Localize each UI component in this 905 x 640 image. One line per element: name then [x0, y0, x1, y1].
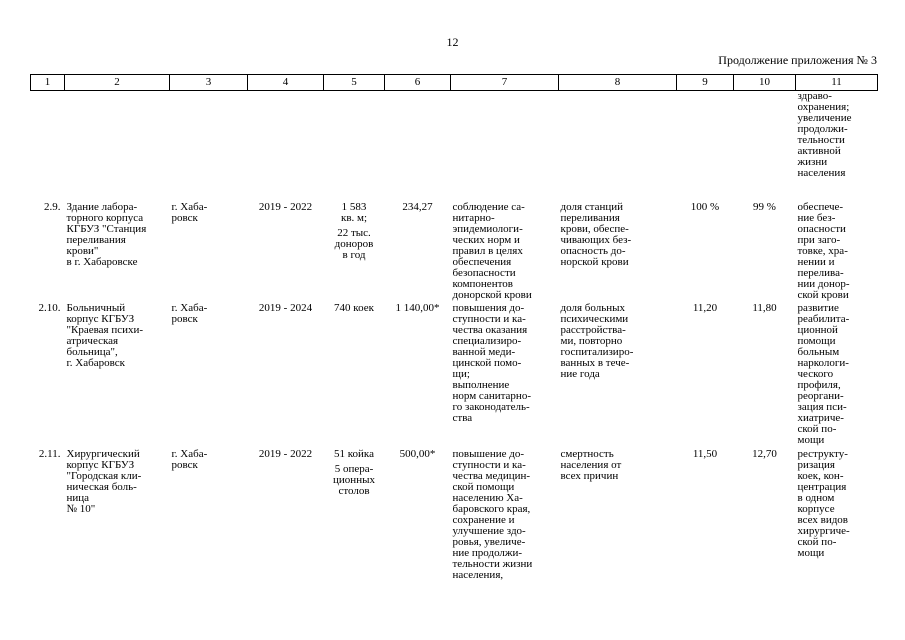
cost-cell: 1 140,00*: [395, 302, 440, 314]
capacity-primary: 51 койка: [334, 448, 374, 460]
location-cell: г. Хаба- ровск: [171, 302, 208, 325]
page-number: 12: [446, 35, 459, 49]
effect-cell: развитие реабилита- ционной помощи больным наркологи- ческого профиля, реоргани- зация пси- хиатриче- ской по- мощи: [797, 302, 850, 446]
header-col-7: 7: [451, 75, 559, 91]
header-col-11: 11: [796, 75, 878, 91]
continuation-label: Продолжение приложения № 3: [718, 53, 877, 67]
capacity-cell: [324, 199, 385, 303]
header-col-2: 2: [65, 75, 170, 91]
value-a-cell: 100 %: [690, 201, 720, 213]
appendix-table: [30, 74, 878, 589]
object-name-cell: Здание лабора- торного корпуса КГБУЗ "Станция переливания крови" в г. Хабаровске: [66, 201, 147, 268]
period-cell: 2019 - 2024: [258, 302, 313, 314]
header-col-9: 9: [677, 75, 734, 91]
header-col-10: 10: [734, 75, 796, 91]
capacity-primary: 740 коек: [334, 302, 374, 314]
value-a-cell: 11,20: [692, 302, 718, 314]
indicator-cell: доля станций переливания крови, обеспе- чивающих без- опасность до- норской крови: [560, 201, 632, 268]
value-b-cell: 12,70: [752, 448, 777, 460]
object-name-cell: Больничный корпус КГБУЗ "Краевая психи- атрическая больница", г. Хабаровск: [66, 302, 144, 369]
indicator-cell: доля больных психическими расстройства- ми, повторно госпитализиро- ванных в тече- ние года: [560, 302, 634, 380]
location-cell: г. Хаба- ровск: [171, 201, 208, 224]
capacity-secondary: 22 тыс. доноров в год: [334, 227, 374, 261]
table-row: [31, 199, 878, 303]
value-b-cell: 99 %: [753, 201, 776, 213]
cost-cell: 234,27: [402, 201, 433, 213]
goal-cell: повышения до- ступности и ка- чества оказания специализиро- ванной меди- цинской помо- щи; выполнение норм санитарно- го законодатель- ства: [452, 302, 531, 424]
goal-cell: повышение до- ступности и ка- чества медицин- ской помощи населению Ха- баровского края, сохранение и улучшение здо- ровья, увеличе- ние продолжи- тельности жизни населения,: [452, 448, 533, 581]
goal-cell: соблюдение са- нитарно- эпидемиологи- ческих норм и правил в целях обеспечения безопасности компонентов донорской крови: [452, 201, 532, 301]
header-col-8: 8: [559, 75, 677, 91]
header-col-3: 3: [170, 75, 248, 91]
header-col-1: 1: [31, 75, 65, 91]
effect-cell: обеспече- ние без- опасности при заго- товке, хра- нении и перелива- нии донор- ской крови: [797, 201, 850, 301]
row-number: 2.11.: [38, 448, 61, 460]
cost-cell: 500,00*: [399, 448, 436, 460]
value-b-cell: 11,80: [752, 302, 777, 314]
location-cell: г. Хаба- ровск: [171, 448, 208, 471]
table-row: [31, 303, 878, 449]
capacity-cell: [324, 303, 385, 449]
header-col-5: 5: [324, 75, 385, 91]
effect-cell: реструкту- ризация коек, кон- центрация в одном корпусе всех видов хирургиче- ской по- мощи: [797, 448, 850, 559]
value-a-cell: 11,50: [692, 448, 718, 460]
capacity-cell: [324, 449, 385, 589]
header-col-4: 4: [248, 75, 324, 91]
row-number: 2.10.: [38, 302, 61, 314]
period-cell: 2019 - 2022: [258, 448, 313, 460]
column-number-header: [31, 75, 878, 91]
capacity-primary: 1 583 кв. м;: [340, 201, 368, 224]
indicator-cell: смертность населения от всех причин: [560, 448, 622, 482]
table-row-continued: [31, 91, 878, 200]
object-name-cell: Хирургический корпус КГБУЗ "Городская кли- ническая боль- ница № 10": [66, 448, 142, 515]
capacity-secondary: 5 опера- ционных столов: [333, 463, 375, 497]
header-col-6: 6: [385, 75, 451, 91]
continued-effect-cell: здраво- охранения; увеличение продолжи- тельности активной жизни населения: [797, 90, 852, 179]
table-row: [31, 449, 878, 589]
period-cell: 2019 - 2022: [258, 201, 313, 213]
row-number: 2.9.: [44, 201, 61, 213]
